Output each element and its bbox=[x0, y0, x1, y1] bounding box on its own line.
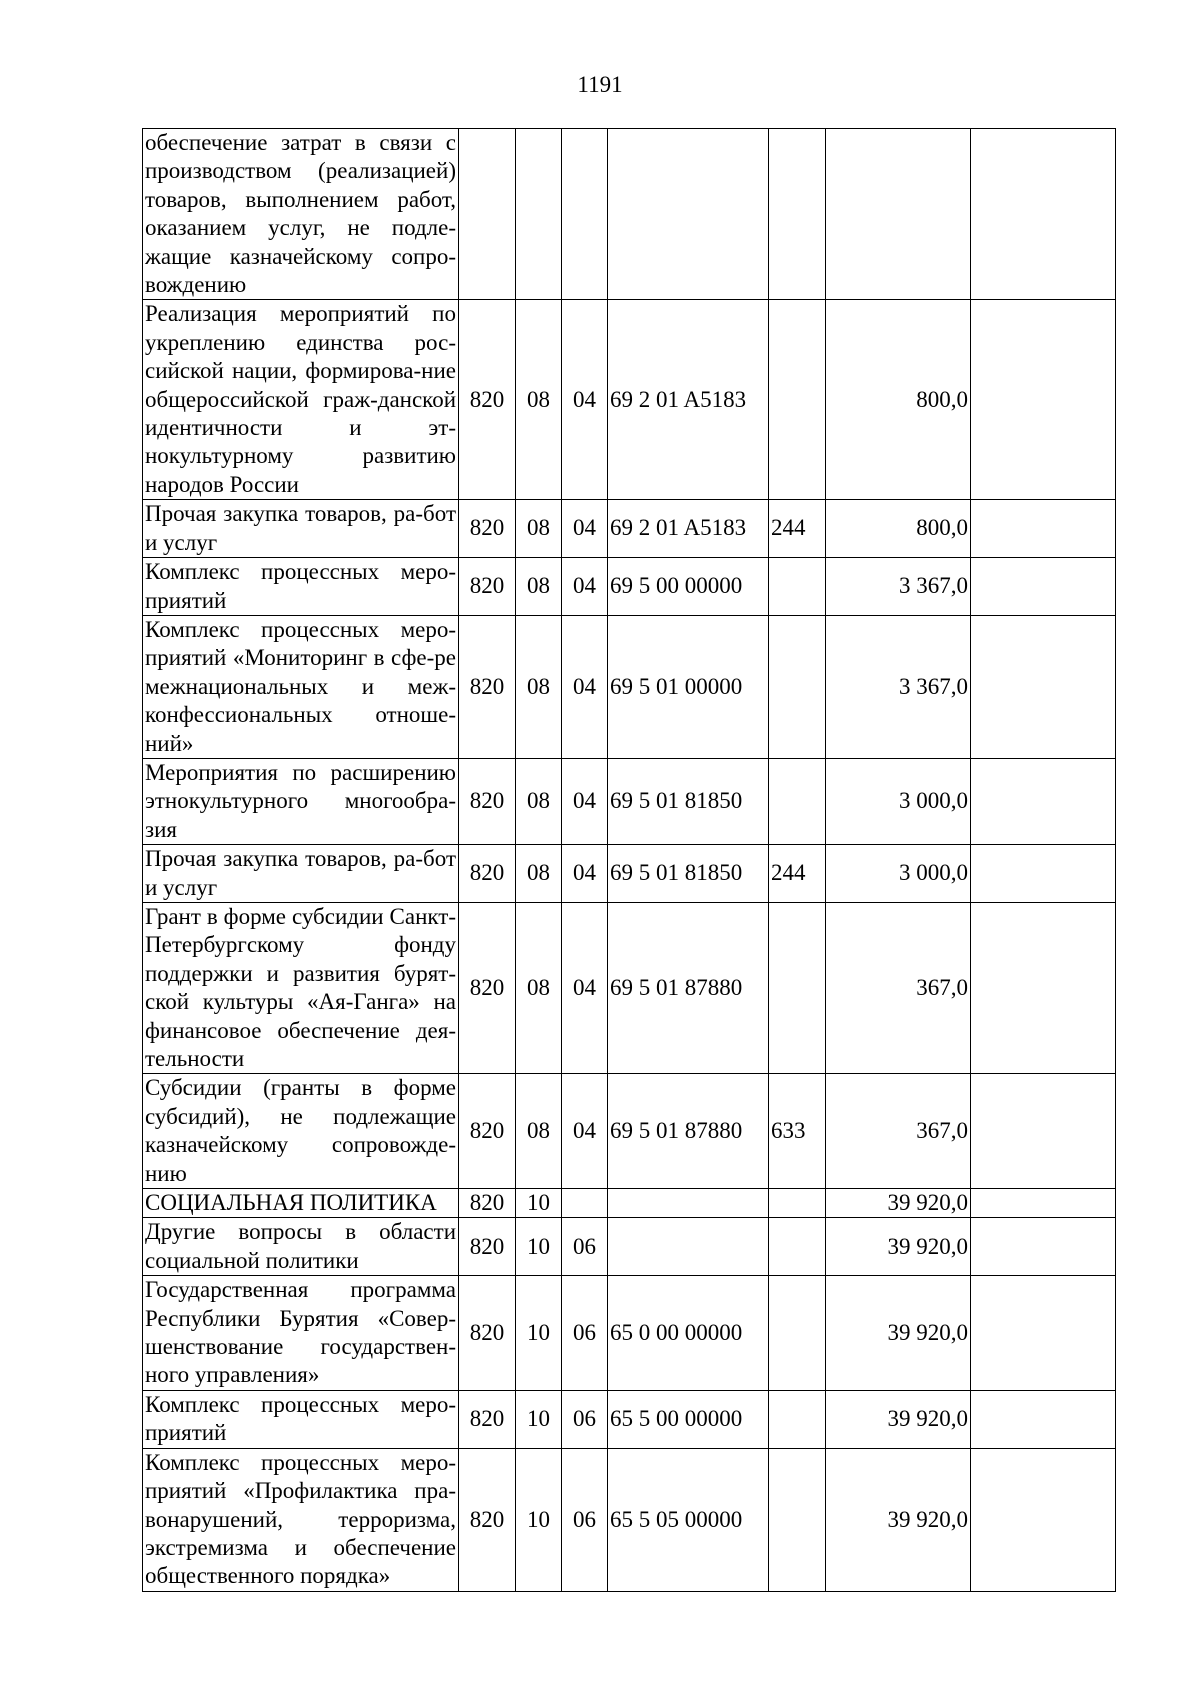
extra-cell bbox=[971, 902, 1116, 1073]
target-article-cell: 69 5 01 00000 bbox=[608, 615, 769, 758]
amount-cell: 39 920,0 bbox=[826, 1189, 971, 1218]
section-code-cell: 08 bbox=[516, 902, 562, 1073]
ved-code-cell: 820 bbox=[459, 558, 516, 616]
subsection-code-cell bbox=[562, 1189, 608, 1218]
expense-type-cell bbox=[769, 558, 826, 616]
section-code-cell: 10 bbox=[516, 1218, 562, 1276]
row-name-cell: Реализация мероприятий по укреплению единства рос-сийской нации, формирова-ние общероссийской граж-данской идентичности и эт-нокультурному развитию народов России bbox=[143, 300, 459, 500]
section-code-cell: 10 bbox=[516, 1189, 562, 1218]
subsection-code-cell: 06 bbox=[562, 1276, 608, 1391]
expense-type-cell bbox=[769, 615, 826, 758]
expense-type-cell bbox=[769, 1218, 826, 1276]
section-code-cell: 10 bbox=[516, 1390, 562, 1448]
expense-type-cell bbox=[769, 902, 826, 1073]
target-article-cell: 69 5 01 87880 bbox=[608, 1074, 769, 1189]
extra-cell bbox=[971, 615, 1116, 758]
extra-cell bbox=[971, 500, 1116, 558]
amount-cell: 367,0 bbox=[826, 1074, 971, 1189]
target-article-cell: 69 5 01 81850 bbox=[608, 758, 769, 844]
amount-cell: 39 920,0 bbox=[826, 1276, 971, 1391]
table-row bbox=[143, 558, 1116, 616]
row-name-cell: Комплекс процессных меро-приятий «Мониторинг в сфе-ре межнациональных и меж-конфессиональных отноше-ний» bbox=[143, 615, 459, 758]
amount-cell: 367,0 bbox=[826, 902, 971, 1073]
extra-cell bbox=[971, 845, 1116, 903]
expense-type-cell: 244 bbox=[769, 500, 826, 558]
expense-type-cell bbox=[769, 1390, 826, 1448]
expense-type-cell bbox=[769, 1189, 826, 1218]
row-name-cell: Прочая закупка товаров, ра-бот и услуг bbox=[143, 845, 459, 903]
target-article-cell: 65 5 05 00000 bbox=[608, 1448, 769, 1591]
section-code-cell: 10 bbox=[516, 1448, 562, 1591]
extra-cell bbox=[971, 758, 1116, 844]
target-article-cell: 69 5 00 00000 bbox=[608, 558, 769, 616]
extra-cell bbox=[971, 1448, 1116, 1591]
subsection-code-cell: 06 bbox=[562, 1390, 608, 1448]
table-row bbox=[143, 1448, 1116, 1591]
ved-code-cell: 820 bbox=[459, 500, 516, 558]
subsection-code-cell: 04 bbox=[562, 500, 608, 558]
expense-type-cell bbox=[769, 758, 826, 844]
expense-type-cell: 244 bbox=[769, 845, 826, 903]
target-article-cell bbox=[608, 1189, 769, 1218]
section-code-cell: 08 bbox=[516, 615, 562, 758]
extra-cell bbox=[971, 558, 1116, 616]
table-row bbox=[143, 500, 1116, 558]
table-row bbox=[143, 1218, 1116, 1276]
ved-code-cell: 820 bbox=[459, 758, 516, 844]
row-name-cell: Прочая закупка товаров, ра-бот и услуг bbox=[143, 500, 459, 558]
target-article-cell: 69 2 01 A5183 bbox=[608, 300, 769, 500]
section-code-cell bbox=[516, 129, 562, 300]
subsection-code-cell: 06 bbox=[562, 1448, 608, 1591]
extra-cell bbox=[971, 300, 1116, 500]
target-article-cell bbox=[608, 1218, 769, 1276]
row-name-cell: Другие вопросы в области социальной политики bbox=[143, 1218, 459, 1276]
ved-code-cell: 820 bbox=[459, 1074, 516, 1189]
extra-cell bbox=[971, 1189, 1116, 1218]
subsection-code-cell: 04 bbox=[562, 615, 608, 758]
ved-code-cell: 820 bbox=[459, 902, 516, 1073]
amount-cell: 3 000,0 bbox=[826, 758, 971, 844]
expense-type-cell bbox=[769, 300, 826, 500]
expense-type-cell bbox=[769, 1448, 826, 1591]
subsection-code-cell: 04 bbox=[562, 1074, 608, 1189]
expense-type-cell: 633 bbox=[769, 1074, 826, 1189]
subsection-code-cell: 04 bbox=[562, 300, 608, 500]
ved-code-cell: 820 bbox=[459, 1390, 516, 1448]
table-row bbox=[143, 1189, 1116, 1218]
table-row bbox=[143, 615, 1116, 758]
target-article-cell: 65 5 00 00000 bbox=[608, 1390, 769, 1448]
extra-cell bbox=[971, 129, 1116, 300]
section-code-cell: 08 bbox=[516, 758, 562, 844]
subsection-code-cell: 04 bbox=[562, 845, 608, 903]
subsection-code-cell: 04 bbox=[562, 758, 608, 844]
section-code-cell: 10 bbox=[516, 1276, 562, 1391]
subsection-code-cell: 04 bbox=[562, 558, 608, 616]
ved-code-cell bbox=[459, 129, 516, 300]
amount-cell: 800,0 bbox=[826, 500, 971, 558]
target-article-cell: 69 5 01 81850 bbox=[608, 845, 769, 903]
ved-code-cell: 820 bbox=[459, 1448, 516, 1591]
amount-cell: 800,0 bbox=[826, 300, 971, 500]
extra-cell bbox=[971, 1276, 1116, 1391]
subsection-code-cell bbox=[562, 129, 608, 300]
row-name-cell: обеспечение затрат в связи с производством (реализацией) товаров, выполнением работ, оказанием услуг, не подле-жащие казначейскому сопро-вождению bbox=[143, 129, 459, 300]
budget-table bbox=[142, 128, 1116, 1592]
target-article-cell: 65 0 00 00000 bbox=[608, 1276, 769, 1391]
amount-cell: 3 367,0 bbox=[826, 615, 971, 758]
table-row bbox=[143, 1390, 1116, 1448]
table-row bbox=[143, 845, 1116, 903]
row-name-cell: Комплекс процессных меро-приятий bbox=[143, 558, 459, 616]
ved-code-cell: 820 bbox=[459, 845, 516, 903]
amount-cell bbox=[826, 129, 971, 300]
extra-cell bbox=[971, 1390, 1116, 1448]
section-code-cell: 08 bbox=[516, 845, 562, 903]
row-name-cell: Субсидии (гранты в форме субсидий), не подлежащие казначейскому сопровожде-нию bbox=[143, 1074, 459, 1189]
table-row bbox=[143, 1276, 1116, 1391]
table-row bbox=[143, 902, 1116, 1073]
section-code-cell: 08 bbox=[516, 300, 562, 500]
target-article-cell bbox=[608, 129, 769, 300]
row-name-cell: Комплекс процессных меро-приятий bbox=[143, 1390, 459, 1448]
expense-type-cell bbox=[769, 129, 826, 300]
amount-cell: 39 920,0 bbox=[826, 1448, 971, 1591]
ved-code-cell: 820 bbox=[459, 1189, 516, 1218]
ved-code-cell: 820 bbox=[459, 615, 516, 758]
section-code-cell: 08 bbox=[516, 1074, 562, 1189]
expense-type-cell bbox=[769, 1276, 826, 1391]
section-code-cell: 08 bbox=[516, 558, 562, 616]
extra-cell bbox=[971, 1074, 1116, 1189]
amount-cell: 3 367,0 bbox=[826, 558, 971, 616]
amount-cell: 39 920,0 bbox=[826, 1218, 971, 1276]
row-name-cell: Мероприятия по расширению этнокультурного многообра-зия bbox=[143, 758, 459, 844]
target-article-cell: 69 2 01 A5183 bbox=[608, 500, 769, 558]
table-row bbox=[143, 758, 1116, 844]
row-name-cell: Грант в форме субсидии Санкт-Петербургскому фонду поддержки и развития бурят-ской культуры «Ая-Ганга» на финансовое обеспечение дея-тельности bbox=[143, 902, 459, 1073]
ved-code-cell: 820 bbox=[459, 1218, 516, 1276]
subsection-code-cell: 06 bbox=[562, 1218, 608, 1276]
target-article-cell: 69 5 01 87880 bbox=[608, 902, 769, 1073]
table-body bbox=[143, 129, 1116, 1592]
ved-code-cell: 820 bbox=[459, 300, 516, 500]
amount-cell: 39 920,0 bbox=[826, 1390, 971, 1448]
row-name-cell: Государственная программа Республики Бурятия «Совер-шенствование государствен-ного управления» bbox=[143, 1276, 459, 1391]
row-name-cell: СОЦИАЛЬНАЯ ПОЛИТИКА bbox=[143, 1189, 459, 1218]
table-row bbox=[143, 1074, 1116, 1189]
extra-cell bbox=[971, 1218, 1116, 1276]
amount-cell: 3 000,0 bbox=[826, 845, 971, 903]
ved-code-cell: 820 bbox=[459, 1276, 516, 1391]
subsection-code-cell: 04 bbox=[562, 902, 608, 1073]
table-row bbox=[143, 129, 1116, 300]
table-row bbox=[143, 300, 1116, 500]
row-name-cell: Комплекс процессных меро-приятий «Профилактика пра-вонарушений, терроризма, экстремизма и обеспечение общественного порядка» bbox=[143, 1448, 459, 1591]
section-code-cell: 08 bbox=[516, 500, 562, 558]
page-number: 1191 bbox=[577, 72, 623, 97]
